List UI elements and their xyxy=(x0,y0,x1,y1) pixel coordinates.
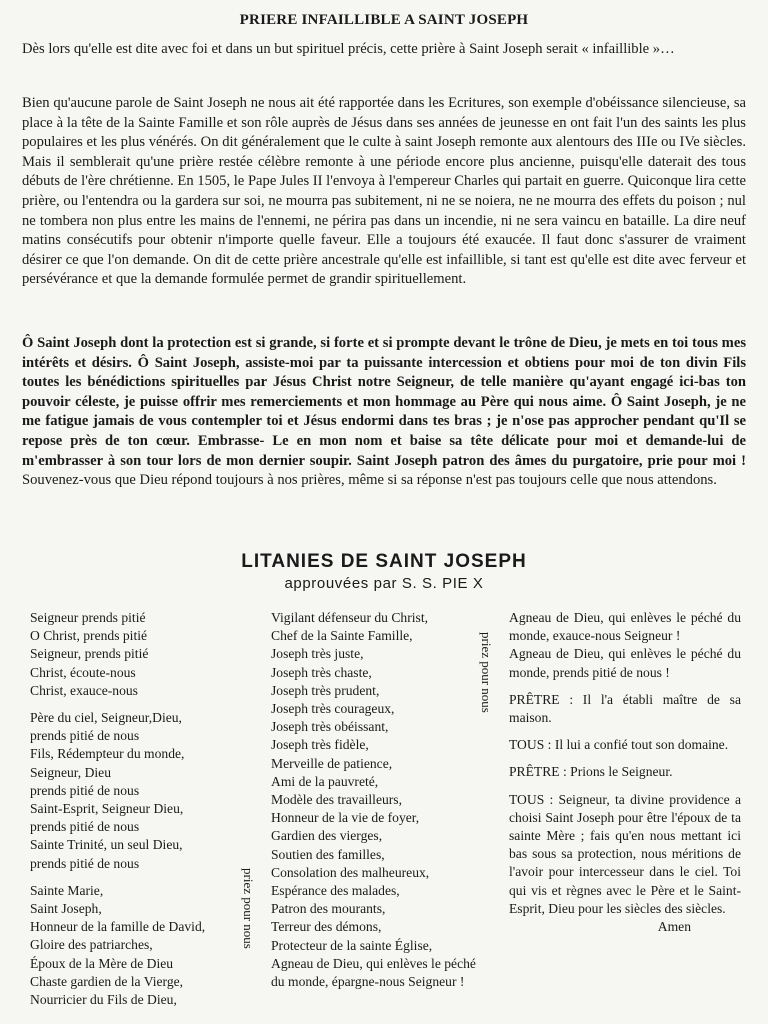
litany-line: Chef de la Sainte Famille, xyxy=(271,628,413,644)
prayer-paragraph xyxy=(22,334,746,491)
agnus-dei-2: Agneau de Dieu, qui enlèves le péché du monde, prends pitié de nous ! xyxy=(509,646,741,680)
amen: Amen xyxy=(657,919,691,935)
litanies-title: LITANIES DE SAINT JOSEPH xyxy=(241,551,527,572)
litany-line: Chaste gardien de la Vierge, xyxy=(30,973,184,989)
litany-line: Vigilant défenseur du Christ, xyxy=(271,610,428,625)
litany-line: Gloire des patriarches, xyxy=(30,937,153,953)
litany-line: Joseph très courageux, xyxy=(271,701,395,717)
litany-line: Ami de la pauvreté, xyxy=(271,773,379,789)
tous-final-prayer: TOUS : Seigneur, ta divine providence a choisi Saint Joseph pour être l'époux de ta sainte Mère ; fais qu'en nous mettant ici bas sous sa protection, nous méritions de l'avoir pour intercesseur dans le ciel. Toi qui vis et règnes avec le Père et le Saint-Esprit, Dieu pour les siècles des siècles. xyxy=(509,791,741,916)
litanies-column-3 xyxy=(509,609,741,936)
litany-line: Époux de la Mère de Dieu xyxy=(30,955,174,971)
litany-line: Joseph très fidèle, xyxy=(271,737,369,753)
litany-line: Fils, Rédempteur du monde, xyxy=(30,746,185,762)
litany-line: Espérance des malades, xyxy=(271,883,400,899)
litany-line: Sainte Marie, xyxy=(30,882,104,898)
litanies-subtitle: approuvées par S. S. PIE X xyxy=(284,575,484,592)
litany-line: Joseph très chaste, xyxy=(271,664,372,680)
litany-line: Honneur de la vie de foyer, xyxy=(271,810,420,826)
pretre-response-2: PRÊTRE : Prions le Seigneur. xyxy=(509,764,673,780)
page-title: PRIERE INFAILLIBLE A SAINT JOSEPH xyxy=(239,12,529,28)
litany-line: Joseph très obéissant, xyxy=(271,719,389,735)
tous-response-1: TOUS : Il lui a confié tout son domaine. xyxy=(509,737,729,753)
litany-line: Modèle des travailleurs, xyxy=(271,792,402,808)
litany-line: O Christ, prends pitié xyxy=(30,628,148,644)
litany-line: du monde, épargne-nous Seigneur ! xyxy=(271,974,465,990)
priez-pour-nous-label: priez pour nous xyxy=(241,868,256,949)
litany-line: Seigneur, prends pitié xyxy=(30,646,149,662)
litany-line: Christ, exauce-nous xyxy=(30,682,138,698)
pretre-response-1: PRÊTRE : Il l'a établi maître de sa maison. xyxy=(509,691,741,726)
litany-line: Saint-Esprit, Seigneur Dieu, xyxy=(30,801,184,817)
litany-line: prends pitié de nous xyxy=(30,819,140,835)
litany-line: Christ, écoute-nous xyxy=(30,664,136,680)
litany-line: prends pitié de nous xyxy=(30,728,140,744)
litany-line: Patron des mourants, xyxy=(271,901,386,917)
litany-line: Seigneur prends pitié xyxy=(30,610,146,625)
litany-line: Joseph très juste, xyxy=(271,646,364,662)
intro-paragraph: Dès lors qu'elle est dite avec foi et dans un but spirituel précis, cette prière à Saint Joseph serait « infaillible »… xyxy=(22,41,675,57)
litany-line: Soutien des familles, xyxy=(271,846,385,862)
litany-line: prends pitié de nous xyxy=(30,782,140,798)
litany-line: Nourricier du Fils de Dieu, xyxy=(30,992,177,1008)
litany-line: Gardien des vierges, xyxy=(271,828,383,844)
litany-line: Honneur de la famille de David, xyxy=(30,919,206,935)
litany-line: Consolation des malheureux, xyxy=(271,864,430,880)
litany-line: Sainte Trinité, un seul Dieu, xyxy=(30,837,183,853)
litany-line: Père du ciel, Seigneur,Dieu, xyxy=(30,710,182,726)
litany-line: prends pitié de nous xyxy=(30,855,140,871)
litany-line: Saint Joseph, xyxy=(30,901,102,917)
litany-line: Seigneur, Dieu xyxy=(30,764,111,780)
litanies-column-1 xyxy=(30,609,250,1009)
history-paragraph: Bien qu'aucune parole de Saint Joseph ne nous ait été rapportée dans les Ecritures, son exemple d'obéissance silencieuse, sa place à la tête de la Sainte Famille et son rôle auprès de Jésus dans ses années de jeunesse en ont fait l'un des saints les plus populaires et les plus vénérés. On dit généralement que le culte à saint Joseph remonte aux alentours des IIIe ou IVe siècles. Mais il semblerait qu'une prière restée célèbre remonte à une période encore plus ancienne, puisqu'elle daterait des tous débuts de l'ère chrétienne. En 1505, le Pape Jules II l'envoya à l'empereur Charles qui partait en guerre. Quiconque lira cette prière, ou l'entendra ou la gardera sur soi, ne mourra pas subitement, ni ne se noiera, ne ne mourra des effets du poison ; nul ne tombera non plus entre les mains de l'ennemi, ne périra pas dans un incendie, ni ne sera vaincu en bataille. La dire neuf matins consécutifs pour obtenir n'importe quelle faveur. Elle a toujours été exaucée. Il faut donc s'assurer de vraiment désirer ce que l'on demande. On dit de cette prière ancestrale qu'elle est infaillible, si tant est qu'elle est dite avec ferveur et persévérance et que la demande formulée permet de grandir spirituellement. xyxy=(22,95,746,288)
litany-line: Joseph très prudent, xyxy=(271,682,380,698)
litany-line: Terreur des démons, xyxy=(271,919,382,935)
prayer-text: Ô Saint Joseph dont la protection est si grande, si forte et si prompte devant le trône de Dieu, je mets en toi tous mes intérêts et désirs. Ô Saint Joseph, assiste-moi par ta puissante intercession et obtiens pour moi de ton divin Fils toutes les bénédictions spirituelles par Jésus Christ notre Seigneur, de telle manière qu'ayant engagé ici-bas ton pouvoir céleste, je puisse offrir mes remerciements et mon hommage au Père qui nous aime. Ô Saint Joseph, je ne me fatigue jamais de vous contempler toi et Jésus endormi dans tes bras ; je n'ose pas approcher pendant qu'Il se repose près de ton cœur. Embrasse- Le en mon nom et baise sa tête délicate pour moi et demande-lui de m'embrasser à son tour lors de mon dernier soupir. Saint Joseph patron des âmes du purgatoire, prie pour moi ! xyxy=(22,335,746,469)
priez-pour-nous-label: priez pour nous xyxy=(479,632,494,713)
prayer-tail: Souvenez-vous que Dieu répond toujours à nos prières, même si sa réponse n'est pas toujours celle que nous attendons. xyxy=(22,472,717,489)
litany-line: Agneau de Dieu, qui enlèves le péché xyxy=(271,955,476,971)
litany-line: Merveille de patience, xyxy=(271,755,393,771)
litany-line: Protecteur de la sainte Église, xyxy=(271,937,433,953)
litanies-column-2 xyxy=(271,609,496,991)
agnus-dei-1: Agneau de Dieu, qui enlèves le péché du monde, exauce-nous Seigneur ! xyxy=(509,610,741,644)
